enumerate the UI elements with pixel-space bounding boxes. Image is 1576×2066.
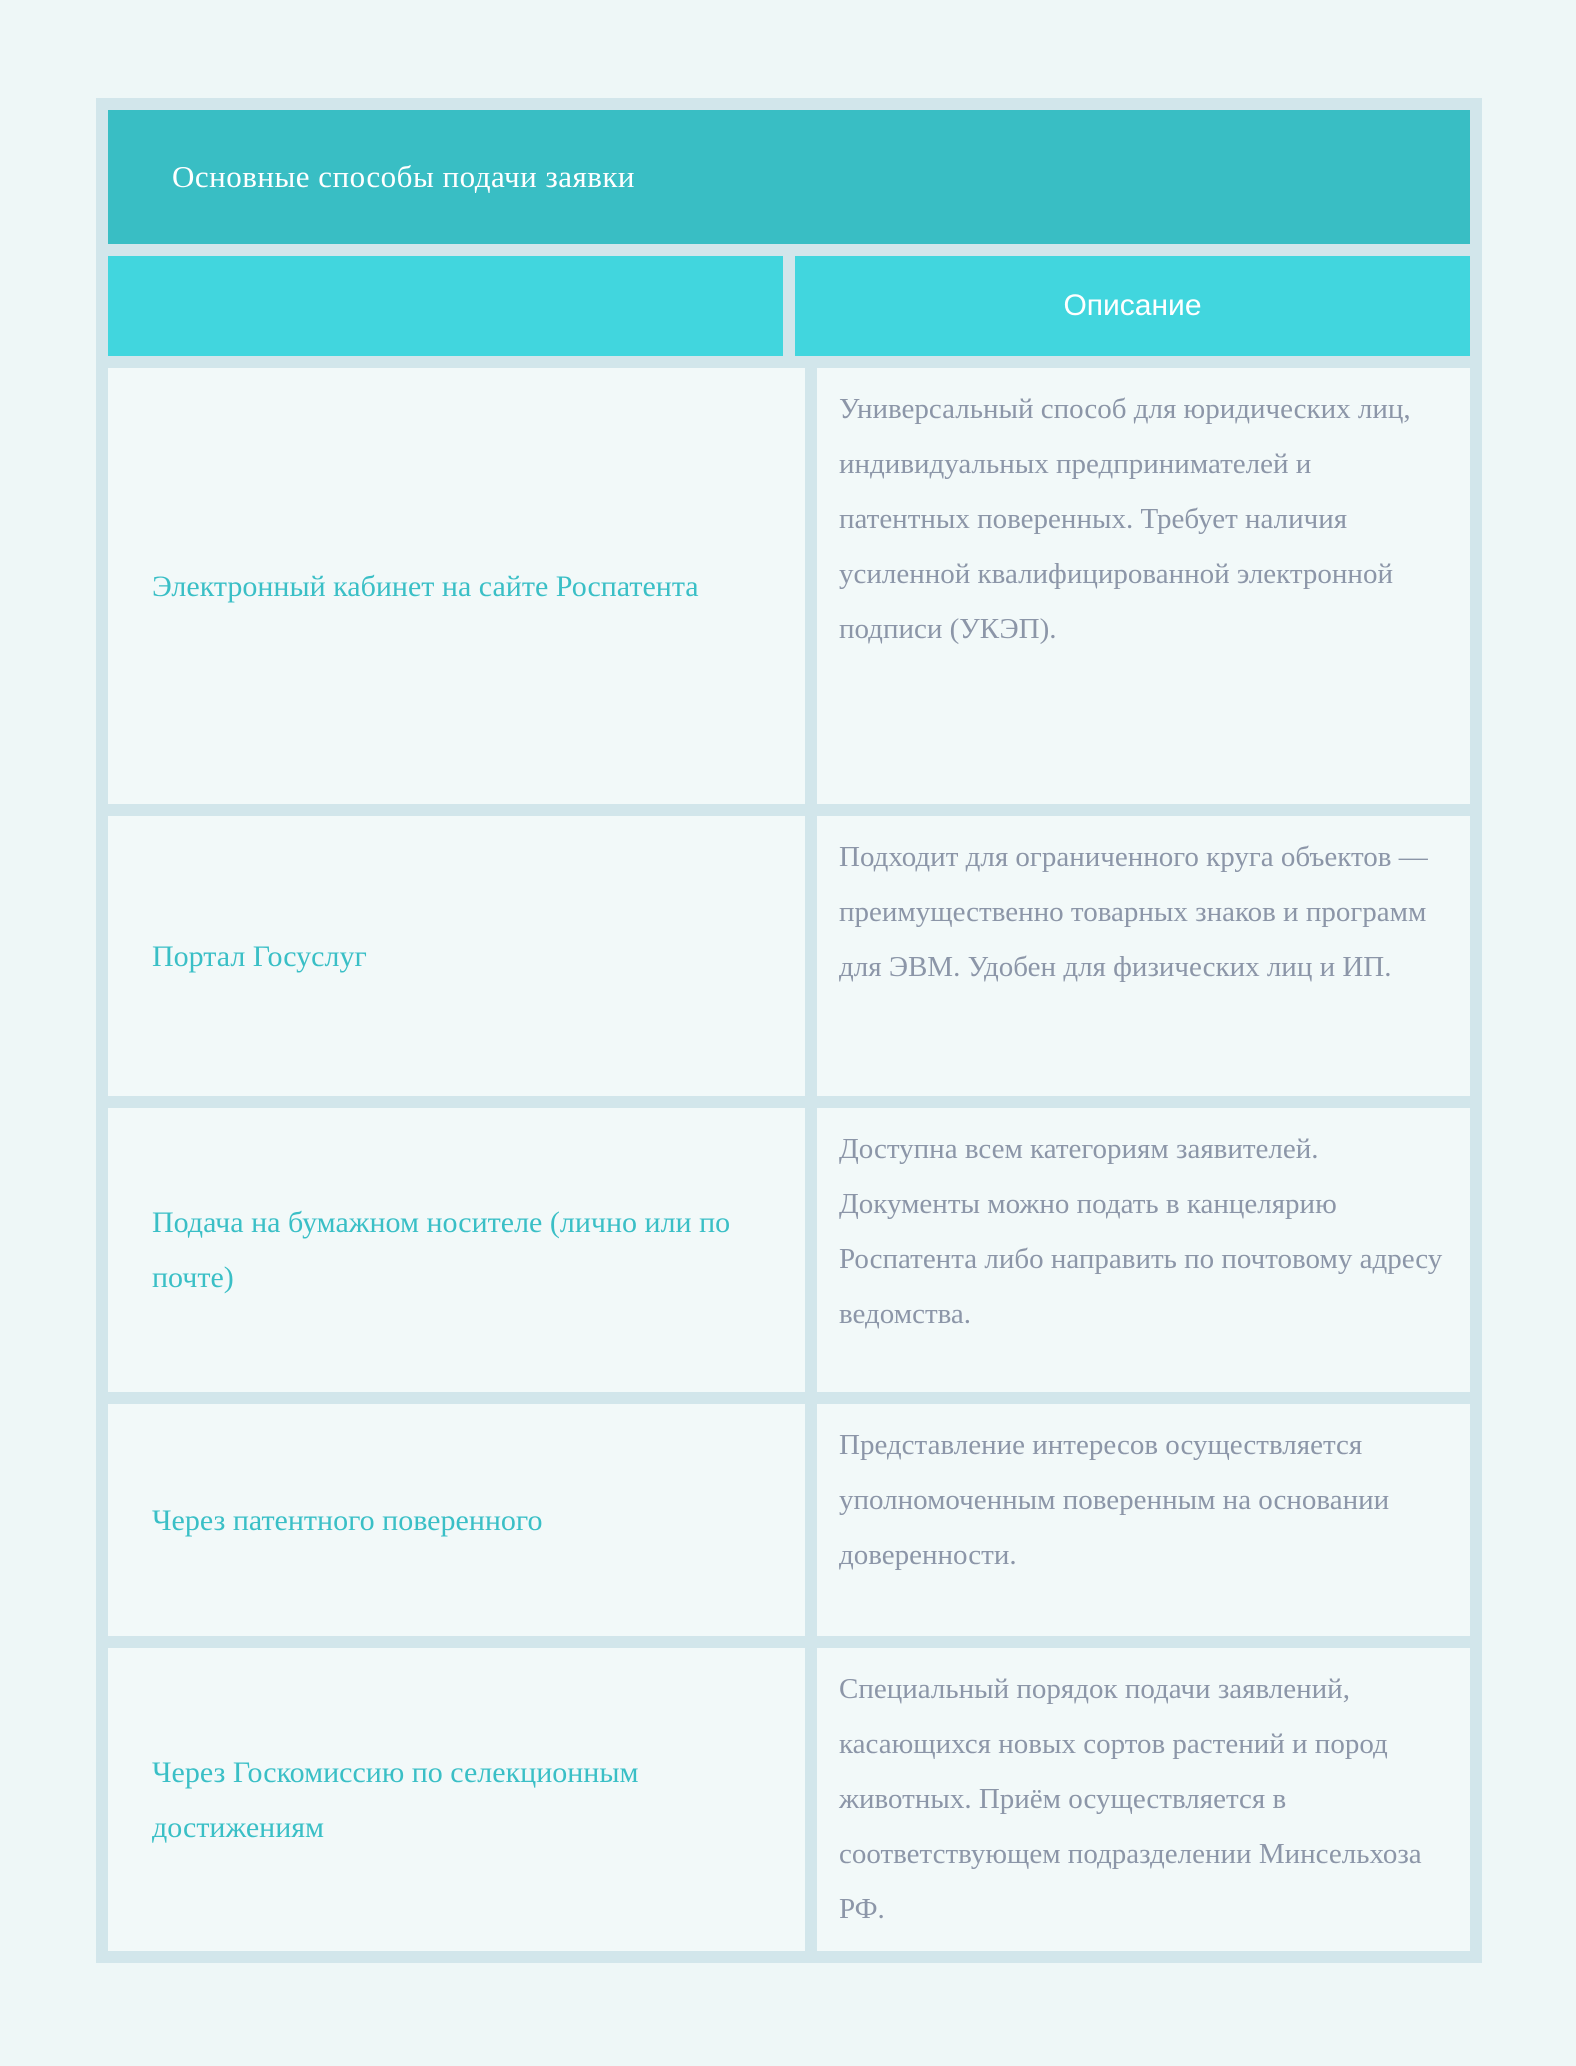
method-cell: [108, 1648, 805, 1951]
description-column-header: [795, 256, 1470, 356]
description-column-header-label: Описание: [1063, 289, 1202, 322]
description-cell: Универсальный способ для юридических лиц, индивидуальных предпринимателей и патентных поверенных. Требует наличия усиленной квалифицированной электронной подписи (УКЭП).: [817, 368, 1470, 804]
table-title-band: [108, 110, 1470, 244]
method-column-header: [108, 256, 783, 356]
method-link-patent-attorney[interactable]: Через патентного поверенного: [152, 1503, 543, 1537]
method-link-rospatent-cabinet[interactable]: Электронный кабинет на сайте Роспатента: [152, 569, 699, 603]
table-row: [108, 816, 1470, 1096]
table-row: [108, 1108, 1470, 1392]
description-cell: Подходит для ограниченного круга объектов — преимущественно товарных знаков и программ для ЭВМ. Удобен для физических лиц и ИП.: [817, 816, 1470, 1096]
method-cell: [108, 1108, 805, 1392]
description-cell: Специальный порядок подачи заявлений, касающихся новых сортов растений и пород животных. Приём осуществляется в соответствующем подразделении Минсельхоза РФ.: [817, 1648, 1470, 1951]
table-title: Основные способы подачи заявки: [172, 159, 636, 194]
method-link-goskomissiya-selection[interactable]: Через Госкомиссию по селекционным достижениям: [152, 1755, 639, 1844]
method-link-gosuslugi[interactable]: Портал Госуслуг: [152, 939, 367, 973]
method-cell: [108, 368, 805, 804]
method-cell: [108, 816, 805, 1096]
method-link-paper-filing[interactable]: Подача на бумажном носителе (лично или по почте): [152, 1206, 731, 1294]
application-methods-table: [96, 98, 1482, 1963]
description-cell: Доступна всем категориям заявителей. Документы можно подать в канцелярию Роспатента либо направить по почтовому адресу ведомства.: [817, 1108, 1470, 1392]
column-header-row: [108, 256, 1470, 356]
description-cell: Представление интересов осуществляется уполномоченным поверенным на основании доверенности.: [817, 1404, 1470, 1636]
table-row: [108, 1648, 1470, 1951]
table-row: [108, 1404, 1470, 1636]
method-cell: [108, 1404, 805, 1636]
table-row: [108, 368, 1470, 804]
